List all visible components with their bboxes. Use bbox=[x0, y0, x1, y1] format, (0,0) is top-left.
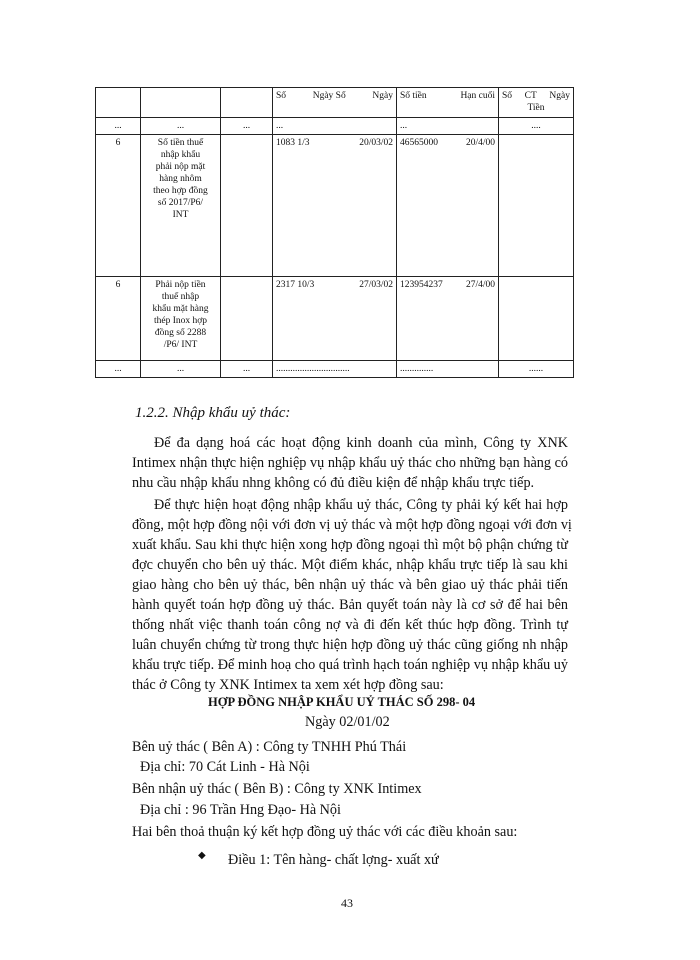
table-row-ellipsis: ... ... ... ............................... .............. ...... bbox=[96, 361, 574, 378]
contract-title: HỢP ĐỒNG NHẬP KHẨU UỶ THÁC SỐ 298- 04 bbox=[208, 695, 476, 709]
section-title: 1.2.2. Nhập khẩu uỷ thác: bbox=[135, 405, 291, 421]
paragraph-intro: Để đa dạng hoá các hoạt động kinh doanh của mình, Công ty XNK Intimex nhận thực hiện nghiệp vụ nhập khẩu uỷ thác cho những bạn hàng có nhu cầu nhập khẩu nhng không có đủ điều kiện để nhập khẩu trực tiếp. bbox=[132, 435, 568, 491]
row-description: Số tiền thuế nhập khẩu phải nộp mặt hàng nhôm theo hợp đồng số 2017/P6/ INT bbox=[141, 135, 221, 277]
table-row: 6 Số tiền thuế nhập khẩu phải nộp mặt hàng nhôm theo hợp đồng số 2017/P6/ INT 1083 1/3 20/03/02 46565000 20/4/00 bbox=[96, 135, 574, 277]
header-amount-deadline: Số tiền Hạn cuối bbox=[397, 88, 499, 118]
paragraph-procedure: Để thực hiện hoạt động nhập khẩu uỷ thác, Công ty phải ký kết hai hợp đồng, một hợp đồng nội với đơn vị uỷ thác và một hợp đồng ngoại với đơn vị xuất khẩu. Sau khi thực hiện xong hợp đồng ngoại thì một bộ phận chứng từ đợc chuyển cho bên uỷ thác. Một điểm khác, nhập khẩu trực tiếp là sau khi giao hàng cho bên uỷ thác, bên nhận uỷ thác và bên giao uỷ thác phải tiến hành quyết toán hợp đồng uỷ thác. Bản quyết toán này là cơ sở để hai bên thống nhất việc thanh toán công nợ và đi đến kết thúc hợp đồng. Trình tự luân chuyển chứng từ trong thực hiện hợp đồng uỷ thác cũng giống nh nhập khẩu trực tiếp. Để minh hoạ cho quá trình hạch toán nghiệp vụ nhập khẩu uỷ thác ở Công ty XNK Intimex ta xem xét hợp đồng sau: bbox=[132, 497, 572, 693]
header-ct: Số CT Ngày Tiền bbox=[499, 88, 574, 118]
ledger-table bbox=[95, 87, 574, 378]
table-row: 6 Phải nộp tiền thuế nhập khẩu mặt hàng thép Inox hợp đồng số 2288 /P6/ INT 2317 10/3 27/03/02 123954237 27/4/00 bbox=[96, 277, 574, 361]
party-a-address: Địa chỉ: 70 Cát Linh - Hà Nội bbox=[140, 759, 310, 775]
party-b-address: Địa chỉ : 96 Trần Hng Đạo- Hà Nội bbox=[140, 802, 341, 818]
diamond-bullet-icon: ◆ bbox=[198, 850, 206, 861]
page-number: 43 bbox=[341, 896, 353, 910]
clause-1: Điều 1: Tên hàng- chất lợng- xuất xứ bbox=[228, 852, 439, 868]
row-description: Phải nộp tiền thuế nhập khẩu mặt hàng thép Inox hợp đồng số 2288 /P6/ INT bbox=[141, 277, 221, 361]
party-b: Bên nhận uỷ thác ( Bên B) : Công ty XNK Intimex bbox=[132, 781, 422, 797]
contract-date: Ngày 02/01/02 bbox=[305, 714, 390, 730]
header-doc-date: Số Ngày Số Ngày bbox=[273, 88, 397, 118]
party-a: Bên uỷ thác ( Bên A) : Công ty TNHH Phú Thái bbox=[132, 739, 407, 755]
table-header-row bbox=[96, 88, 574, 118]
table-row-ellipsis: ... ... ... ... ... .... bbox=[96, 118, 574, 135]
agreement-text: Hai bên thoả thuận ký kết hợp đồng uỷ thác với các điều khoản sau: bbox=[132, 824, 518, 840]
